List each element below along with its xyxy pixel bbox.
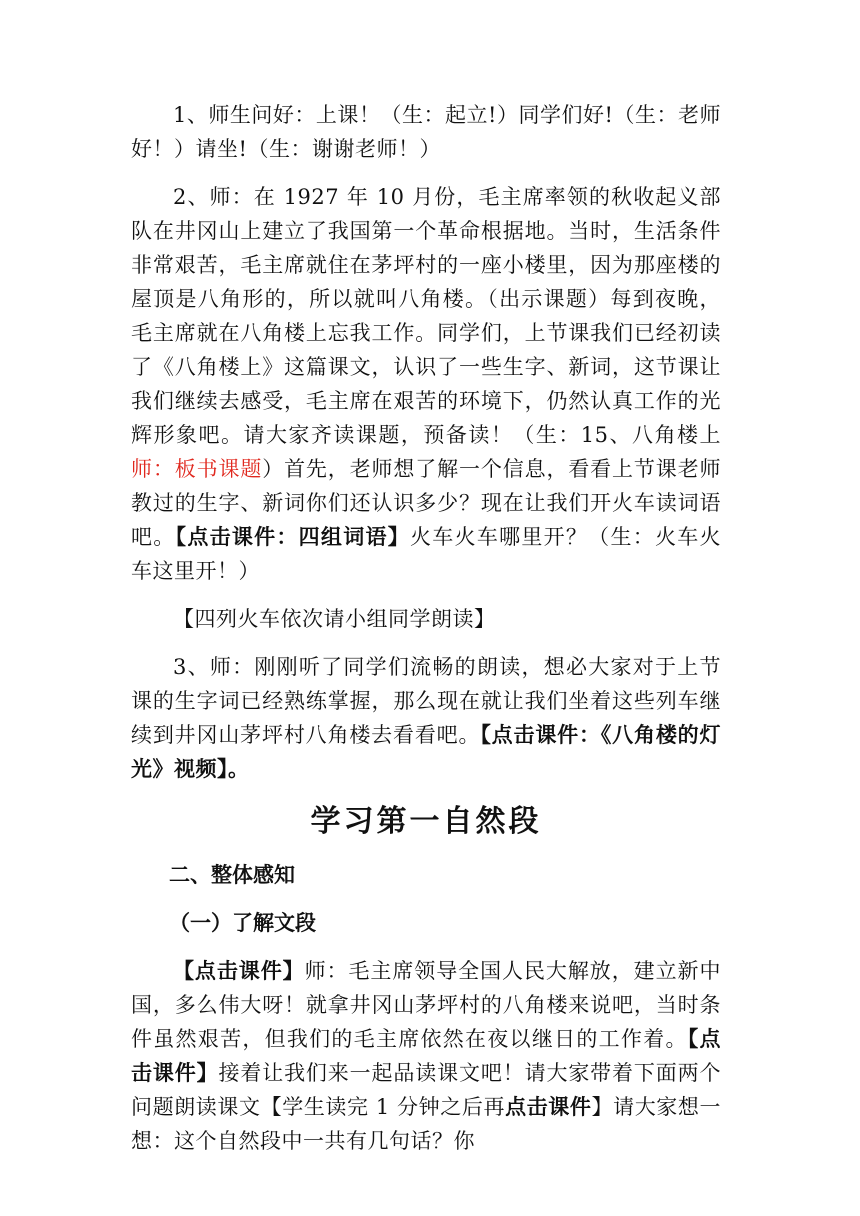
section-title: 学习第一自然段 xyxy=(310,804,542,839)
paragraph-intro-text: 2、师：在 1927 年 10 月份，毛主席率领的秋收起义部队在井冈山上建立了我国第一个革命根据地。当时，生活条件非常艰苦，毛主席就住在茅坪村的一座小楼里，因为那座楼的屋顶是八角形的，所以就叫八角楼。（出示课题）每到夜晚，毛主席就在八角楼上忘我工作。同学们，上节课我们已经初读了《八角楼上》这篇课文，认识了一些生字、新词，这节课让我们继续去感受，毛主席在艰苦的环境下，仍然认真工作的光辉形象吧。请大家齐读课题，预备读！（生：15、八角楼上 xyxy=(131,185,721,447)
paragraph-reading-text-3: 】请大家想一想：这个自然段中一共有几句话？你 xyxy=(131,1095,722,1153)
paragraph-video-text: 3、师：刚刚听了同学们流畅的朗读，想必大家对于上节课的生字词已经熟练掌握，那么现在就让我们坐着这些列车继续到井冈山茅坪村八角楼去看看吧。 xyxy=(131,655,721,747)
courseware-cue: 【点击课件：四组词语】 xyxy=(175,524,411,549)
train-reading-text: 【四列火车依次请小组同学朗读】 xyxy=(173,607,496,631)
paragraph-intro xyxy=(131,180,721,588)
paragraph-reading xyxy=(131,954,721,1158)
paragraph-intro-text-2: ）首先，老师想了解一个信息，看看上节课老师教过的生字、新词你们还认识多少？现在让我们开火车读词语吧。 xyxy=(131,457,722,549)
heading-understand-passage: （一）了解文段 xyxy=(169,910,316,935)
paragraph-video xyxy=(131,650,721,786)
courseware-cue-1: 【点击课件】 xyxy=(173,958,305,983)
courseware-cue-3: 点击课件 xyxy=(505,1094,592,1119)
courseware-cue-video: 【点击课件：《八角楼的灯光》视频】 xyxy=(131,722,722,781)
document-page xyxy=(131,98,721,1158)
red-annotation: 师：板书课题 xyxy=(131,457,263,481)
paragraph-reading-text: 师：毛主席领导全国人民大解放，建立新中国，多么伟大呀！就拿井冈山茅坪村的八角楼来说吧，当时条件虽然艰苦，但我们的毛主席依然在夜以继日的工作着。 xyxy=(131,959,721,1051)
courseware-cue-2: 【点击课件】 xyxy=(131,1026,722,1085)
paragraph-intro-text-3: 火车火车哪里开？（生：火车火车这里开！） xyxy=(131,525,722,583)
paragraph-greeting xyxy=(131,98,721,166)
paragraph-greeting-text: 1、师生问好：上课！（生：起立!）同学们好!（生：老师好！）请坐!（生：谢谢老师！） xyxy=(131,103,721,161)
heading-overall-perception: 二、整体感知 xyxy=(169,863,295,887)
paragraph-train-reading xyxy=(131,602,721,636)
paragraph-reading-text-2: 接着让我们来一起品读课文吧！请大家带着下面两个问题朗读课文【学生读完 1 分钟之后再 xyxy=(131,1061,722,1119)
paragraph-video-end: 。 xyxy=(228,756,250,781)
